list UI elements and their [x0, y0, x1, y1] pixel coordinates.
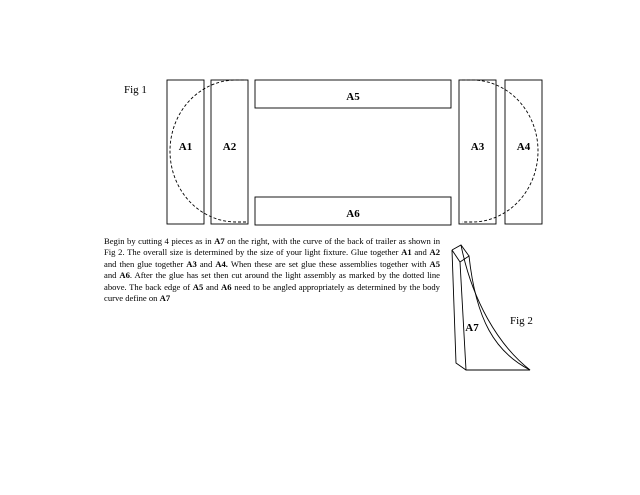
instructions-ref-a4: A4.: [215, 258, 228, 269]
instructions-ref-a5: A5: [192, 281, 204, 292]
part-a6-label: A6: [346, 208, 360, 220]
part-a4-label: A4: [516, 141, 531, 153]
instructions-ref-a6: A6: [221, 281, 232, 292]
fig2-label: Fig 2: [510, 315, 533, 327]
fig1-label: Fig 1: [124, 84, 147, 96]
part-a1-label: A1: [178, 141, 193, 153]
instructions-ref-a6: A6: [119, 270, 130, 281]
instructions-text: and: [411, 247, 430, 258]
instructions-text: and then glue together: [104, 258, 187, 269]
instructions-text: When these are set glue these assemblies together with: [227, 258, 430, 269]
part-a7-label: A7: [465, 322, 479, 334]
instructions-text: and: [203, 281, 222, 292]
instructions-ref-a3: A3: [186, 258, 197, 269]
instructions-ref-a5: A5: [429, 258, 440, 269]
instructions-text: Begin by cutting 4 pieces as in: [104, 236, 215, 246]
instructions-text: and: [104, 270, 120, 281]
instructions-text: . After the glue has set then cut around the light assembly as marked by the dotted line above. The back edge of: [104, 270, 440, 292]
part-a3-label: A3: [470, 141, 485, 153]
instructions-text: and: [196, 258, 216, 269]
instructions-ref-a7: A7: [159, 293, 171, 304]
part-a7: [452, 245, 530, 370]
part-a5-label: A5: [346, 91, 360, 103]
instructions-ref-a7: A7: [214, 236, 225, 246]
instructions-ref-a1: A1: [401, 247, 412, 258]
part-a2-label: A2: [222, 141, 237, 153]
instructions-text: on the right, with the curve of the back of trailer as shown in Fig 2. The overall size is determined by the size of your light fixture. Glue together: [104, 236, 440, 258]
instructions-paragraph: [104, 236, 440, 304]
instructions-ref-a2: A2: [429, 247, 440, 258]
instructions-text: need to be angled appropriately as determined by the body curve define on: [104, 281, 440, 304]
